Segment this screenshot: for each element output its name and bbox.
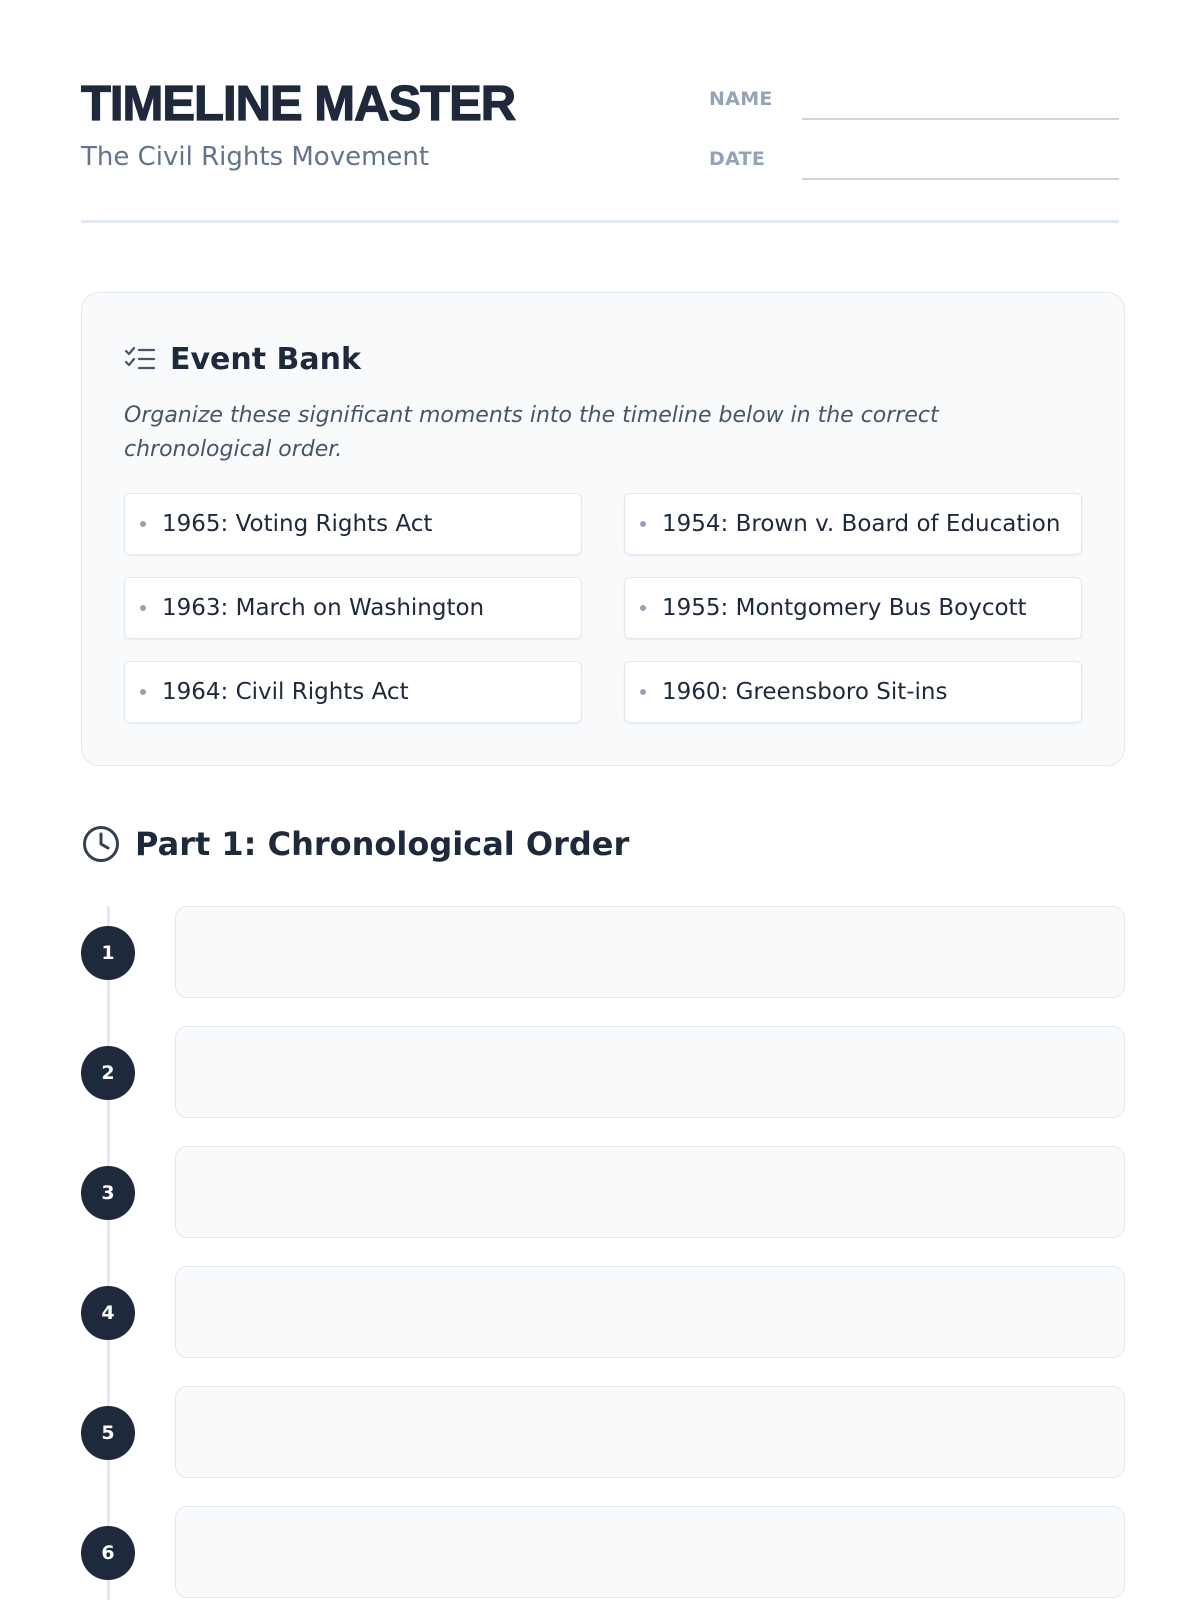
event-label: 1963: March on Washington (162, 595, 485, 621)
bullet-icon (140, 605, 146, 611)
page-title: TIMELINE MASTER (81, 77, 516, 131)
page-subtitle: The Civil Rights Movement (81, 142, 430, 172)
part1-title: Part 1: Chronological Order (135, 825, 630, 863)
timeline-slot (81, 1146, 1125, 1240)
slot-number: 5 (81, 1406, 135, 1460)
slot-answer-box[interactable] (175, 1026, 1125, 1118)
timeline-slot (81, 1506, 1125, 1600)
slot-number: 2 (81, 1046, 135, 1100)
bullet-icon (640, 521, 646, 527)
slot-number: 1 (81, 926, 135, 980)
event-chip[interactable] (124, 577, 582, 639)
timeline-line (107, 906, 110, 1600)
slot-answer-box[interactable] (175, 906, 1125, 998)
date-line[interactable] (802, 178, 1119, 180)
date-label: DATE (709, 148, 766, 170)
timeline-slot (81, 1386, 1125, 1480)
timeline-slot (81, 1026, 1125, 1120)
name-line[interactable] (802, 118, 1119, 120)
event-bank-header (124, 341, 361, 377)
event-bank-list (124, 493, 1082, 723)
timeline-slot (81, 1266, 1125, 1360)
slot-number: 4 (81, 1286, 135, 1340)
clock-icon (81, 824, 121, 864)
slot-answer-box[interactable] (175, 1266, 1125, 1358)
event-label: 1960: Greensboro Sit-ins (662, 679, 948, 705)
slot-number: 3 (81, 1166, 135, 1220)
event-label: 1954: Brown v. Board of Education (662, 511, 1061, 537)
event-chip[interactable] (624, 493, 1082, 555)
bullet-icon (640, 605, 646, 611)
timeline-slot (81, 906, 1125, 1000)
slot-number: 6 (81, 1526, 135, 1580)
bullet-icon (140, 689, 146, 695)
event-bank-title: Event Bank (170, 341, 361, 377)
event-chip[interactable] (124, 493, 582, 555)
event-bank-panel (81, 292, 1125, 766)
event-chip[interactable] (624, 577, 1082, 639)
bullet-icon (140, 521, 146, 527)
date-field[interactable] (709, 144, 1119, 184)
event-label: 1965: Voting Rights Act (162, 511, 433, 537)
part1-header (81, 822, 629, 866)
event-label: 1964: Civil Rights Act (162, 679, 409, 705)
event-chip[interactable] (624, 661, 1082, 723)
worksheet-header (81, 0, 1119, 223)
name-field[interactable] (709, 84, 1119, 124)
event-chip[interactable] (124, 661, 582, 723)
checklist-icon (124, 345, 156, 373)
bullet-icon (640, 689, 646, 695)
slot-answer-box[interactable] (175, 1506, 1125, 1598)
name-label: NAME (709, 88, 773, 110)
slot-answer-box[interactable] (175, 1146, 1125, 1238)
event-bank-instructions: Organize these significant moments into the timeline below in the correct chronological order. (124, 403, 939, 462)
event-label: 1955: Montgomery Bus Boycott (662, 595, 1027, 621)
slot-answer-box[interactable] (175, 1386, 1125, 1478)
